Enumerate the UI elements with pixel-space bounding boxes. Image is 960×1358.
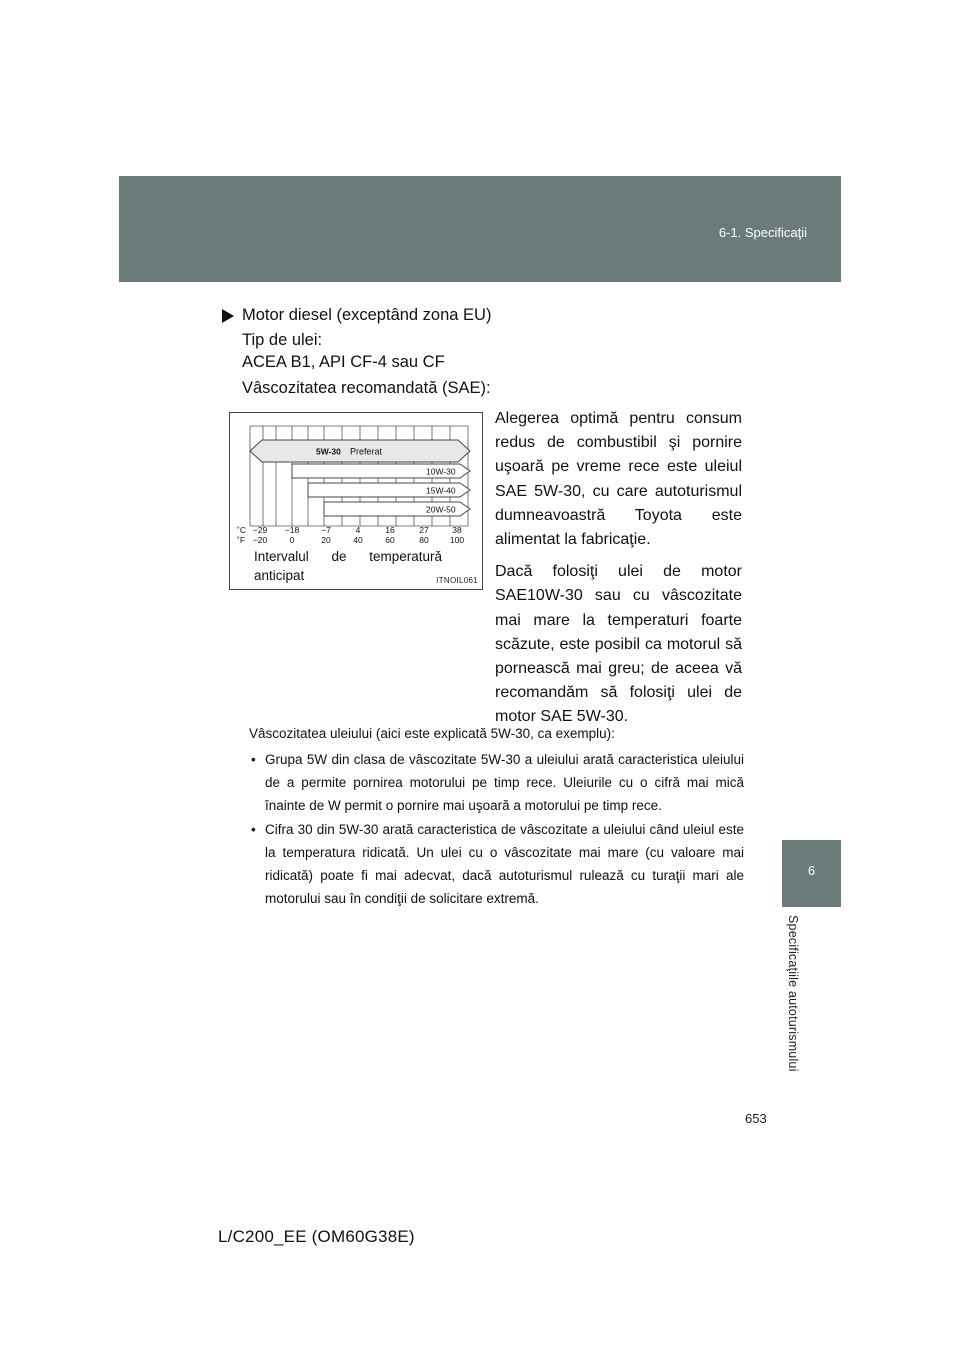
celsius-tick: 4: [355, 525, 361, 535]
band-label: 20W-50: [426, 504, 456, 515]
fahrenheit-tick: 40: [353, 535, 363, 545]
fahrenheit-tick: 20: [321, 535, 331, 545]
bullet-dot: •: [251, 822, 256, 837]
celsius-tick: 16: [385, 525, 395, 535]
celsius-tick: −18: [284, 525, 300, 535]
list-item: [249, 748, 744, 817]
heading-oil-spec: ACEA B1, API CF-4 sau CF: [242, 353, 445, 371]
figure-caption: [254, 547, 442, 585]
celsius-unit: ˚C: [237, 525, 246, 535]
fahrenheit-tick: −20: [252, 535, 268, 545]
celsius-tick: −7: [321, 525, 331, 535]
caption-word-1: Intervalul: [254, 549, 309, 564]
heading-oil-type-label: Tip de ulei:: [242, 331, 323, 349]
triangle-bullet-icon: [222, 309, 234, 323]
viscosity-figure: [229, 412, 483, 590]
band-label: 5W-30: [316, 446, 341, 457]
chapter-tab: [782, 840, 841, 907]
paragraph-optimal-oil: Alegerea optimă pentru consum redus de combustibil şi pornire uşoară pe vreme rece este uleiul SAE 5W-30, cu care autoturismul dumneavoastră Toyota este alimentat la fabricaţie.: [495, 410, 742, 549]
caption-word-3: temperatură: [369, 549, 442, 564]
page-number: 653: [745, 1111, 767, 1126]
fahrenheit-tick: 60: [385, 535, 395, 545]
heading-title: Motor diesel (exceptând zona EU): [242, 306, 492, 324]
celsius-tick: 38: [452, 525, 462, 535]
bullet-dot: •: [251, 752, 256, 767]
band-label: 10W-30: [426, 466, 456, 477]
fahrenheit-tick: 80: [419, 535, 429, 545]
list-item: [249, 818, 744, 910]
document-code: L/C200_EE (OM60G38E): [218, 1227, 415, 1246]
chapter-label: Specificaţiile autoturismului: [786, 915, 800, 1072]
chapter-number: 6: [807, 863, 816, 878]
recommendation-text: [495, 407, 742, 738]
band-label: 15W-40: [426, 485, 456, 496]
celsius-tick: −29: [252, 525, 268, 535]
heading-viscosity-label: Vâscozitatea recomandată (SAE):: [242, 379, 491, 397]
paragraph-cold-start: Dacă folosiţi ulei de motor SAE10W-30 sau cu vâscozitate mai mare la temperaturi foarte scăzute, este posibil ca motorul să pornească mai greu; de aceea vă recomandăm să folosiţi ulei de motor SAE 5W-30.: [495, 563, 742, 726]
list-item-text: Cifra 30 din 5W-30 arată caracteristica de vâscozitate a uleiului când uleiul este la temperatura ridicată. Un ulei cu o vâscozitate mai mare (cu valoare mai ridicată) poate fi mai adecvat, dacă autoturismul rulează cu turaţii mari ale motorului sau în condiţii de solicitare extremă.: [265, 822, 744, 906]
band-tag: Preferat: [350, 446, 383, 457]
celsius-tick: 27: [419, 525, 429, 535]
viscosity-note: [249, 722, 744, 911]
figure-code: ITNOIL061: [436, 576, 478, 585]
fahrenheit-tick: 100: [449, 535, 465, 545]
list-item-text: Grupa 5W din clasa de vâscozitate 5W-30 a uleiului arată caracteristica uleiului de a permite pornirea motorului pe timp rece. Uleiurile cu o cifră mai mică înainte de W permit o pornire mai uşoară a motorului pe timp rece.: [265, 752, 744, 813]
section-title: 6-1. Specificaţii: [718, 225, 807, 240]
caption-line-2: anticipat: [254, 568, 305, 583]
page-header: [119, 176, 841, 282]
fahrenheit-unit: ˚F: [237, 535, 246, 545]
note-list: [249, 748, 744, 910]
chapter-label-vertical: [786, 915, 816, 1095]
note-intro: Vâscozitatea uleiului (aici este explicată 5W-30, ca exemplu):: [249, 726, 615, 741]
caption-word-2: de: [331, 549, 347, 564]
fahrenheit-tick: 0: [289, 535, 295, 545]
